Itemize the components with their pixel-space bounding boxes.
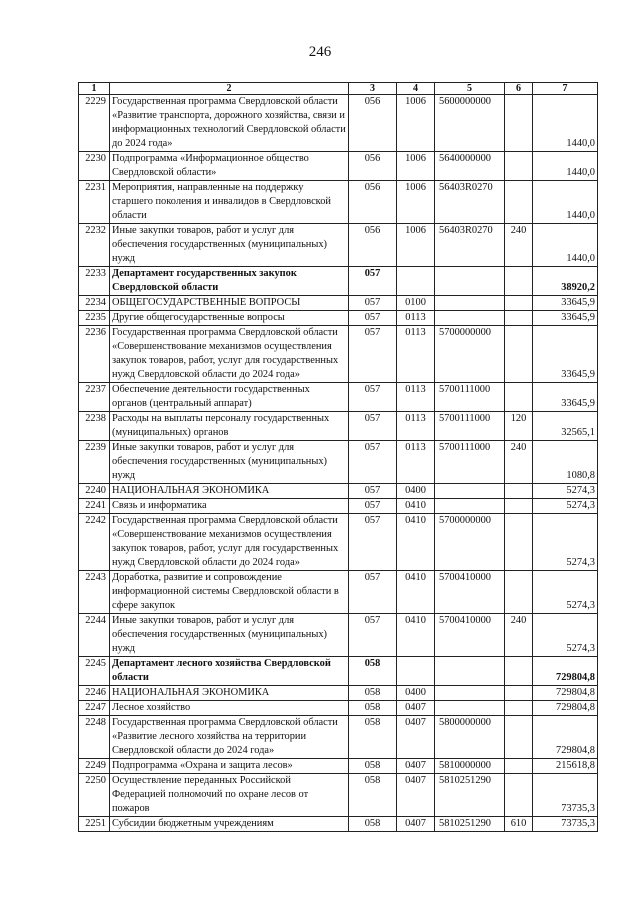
row-amount: 5274,3 xyxy=(533,571,598,614)
row-chapter-code: 058 xyxy=(349,701,397,716)
row-amount: 38920,2 xyxy=(533,267,598,296)
row-target-code xyxy=(435,499,505,514)
row-chapter-code: 057 xyxy=(349,571,397,614)
table-row xyxy=(79,657,598,686)
row-chapter-code: 058 xyxy=(349,774,397,817)
row-number: 2248 xyxy=(79,716,110,759)
row-section-code: 1006 xyxy=(397,152,435,181)
row-name: Доработка, развитие и сопровождение информационной системы Свердловской области в сфере закупок xyxy=(110,571,349,614)
row-expense-type: 120 xyxy=(505,412,533,441)
row-expense-type xyxy=(505,311,533,326)
row-expense-type xyxy=(505,716,533,759)
row-expense-type xyxy=(505,95,533,152)
row-expense-type xyxy=(505,152,533,181)
row-expense-type: 240 xyxy=(505,224,533,267)
row-number: 2238 xyxy=(79,412,110,441)
row-chapter-code: 058 xyxy=(349,759,397,774)
row-target-code xyxy=(435,686,505,701)
row-name: Подпрограмма «Охрана и защита лесов» xyxy=(110,759,349,774)
row-chapter-code: 058 xyxy=(349,817,397,832)
row-amount: 33645,9 xyxy=(533,296,598,311)
row-amount: 1440,0 xyxy=(533,95,598,152)
row-target-code xyxy=(435,311,505,326)
row-amount: 729804,8 xyxy=(533,686,598,701)
row-amount: 33645,9 xyxy=(533,326,598,383)
row-section-code: 0407 xyxy=(397,774,435,817)
row-expense-type: 240 xyxy=(505,614,533,657)
table-row xyxy=(79,614,598,657)
row-expense-type xyxy=(505,499,533,514)
header-col-5: 5 xyxy=(435,83,505,95)
row-section-code: 1006 xyxy=(397,95,435,152)
row-section-code: 0410 xyxy=(397,514,435,571)
header-col-7: 7 xyxy=(533,83,598,95)
table-row xyxy=(79,716,598,759)
row-target-code: 5800000000 xyxy=(435,716,505,759)
row-chapter-code: 057 xyxy=(349,383,397,412)
table-row xyxy=(79,774,598,817)
row-target-code: 5600000000 xyxy=(435,95,505,152)
row-name: Департамент государственных закупок Свердловской области xyxy=(110,267,349,296)
header-col-3: 3 xyxy=(349,83,397,95)
row-name: Департамент лесного хозяйства Свердловской области xyxy=(110,657,349,686)
table-row xyxy=(79,759,598,774)
table-row xyxy=(79,441,598,484)
row-amount: 33645,9 xyxy=(533,311,598,326)
row-target-code: 56403R0270 xyxy=(435,224,505,267)
row-target-code: 5810251290 xyxy=(435,774,505,817)
table-row xyxy=(79,484,598,499)
table-row xyxy=(79,267,598,296)
row-name: Расходы на выплаты персоналу государственных (муниципальных) органов xyxy=(110,412,349,441)
row-name: Обеспечение деятельности государственных органов (центральный аппарат) xyxy=(110,383,349,412)
row-number: 2250 xyxy=(79,774,110,817)
row-number: 2245 xyxy=(79,657,110,686)
row-expense-type xyxy=(505,571,533,614)
row-target-code: 5700111000 xyxy=(435,441,505,484)
row-expense-type xyxy=(505,774,533,817)
row-name: Мероприятия, направленные на поддержку старшего поколения и инвалидов в Свердловской области xyxy=(110,181,349,224)
table-row xyxy=(79,514,598,571)
table-row xyxy=(79,95,598,152)
row-chapter-code: 056 xyxy=(349,181,397,224)
row-name: Иные закупки товаров, работ и услуг для обеспечения государственных (муниципальных) нужд xyxy=(110,224,349,267)
row-number: 2242 xyxy=(79,514,110,571)
row-section-code: 0407 xyxy=(397,817,435,832)
row-number: 2241 xyxy=(79,499,110,514)
row-name: Связь и информатика xyxy=(110,499,349,514)
row-name: Субсидии бюджетным учреждениям xyxy=(110,817,349,832)
row-section-code: 0113 xyxy=(397,311,435,326)
row-amount: 729804,8 xyxy=(533,657,598,686)
row-amount: 729804,8 xyxy=(533,716,598,759)
row-chapter-code: 057 xyxy=(349,296,397,311)
row-expense-type xyxy=(505,181,533,224)
row-amount: 729804,8 xyxy=(533,701,598,716)
row-section-code: 0100 xyxy=(397,296,435,311)
row-name: НАЦИОНАЛЬНАЯ ЭКОНОМИКА xyxy=(110,686,349,701)
row-name: Иные закупки товаров, работ и услуг для обеспечения государственных (муниципальных) нужд xyxy=(110,614,349,657)
row-name: Государственная программа Свердловской области «Совершенствование механизмов осуществления закупок товаров, работ, услуг для государственных нужд Свердловской области до 2024 года» xyxy=(110,326,349,383)
row-expense-type xyxy=(505,296,533,311)
table-header xyxy=(79,83,598,95)
row-section-code xyxy=(397,267,435,296)
page-number: 246 xyxy=(308,44,332,60)
row-name: НАЦИОНАЛЬНАЯ ЭКОНОМИКА xyxy=(110,484,349,499)
row-amount: 73735,3 xyxy=(533,817,598,832)
header-col-4: 4 xyxy=(397,83,435,95)
row-name: Государственная программа Свердловской области «Совершенствование механизмов осуществления закупок товаров, работ, услуг для государственных нужд Свердловской области до 2024 года» xyxy=(110,514,349,571)
row-amount: 32565,1 xyxy=(533,412,598,441)
row-number: 2229 xyxy=(79,95,110,152)
row-target-code: 5640000000 xyxy=(435,152,505,181)
header-col-6: 6 xyxy=(505,83,533,95)
row-amount: 1080,8 xyxy=(533,441,598,484)
row-section-code: 0113 xyxy=(397,326,435,383)
row-number: 2243 xyxy=(79,571,110,614)
table-row xyxy=(79,326,598,383)
table-row xyxy=(79,499,598,514)
row-target-code: 5810000000 xyxy=(435,759,505,774)
row-expense-type xyxy=(505,267,533,296)
row-section-code: 0407 xyxy=(397,759,435,774)
row-expense-type xyxy=(505,326,533,383)
row-amount: 5274,3 xyxy=(533,614,598,657)
row-target-code xyxy=(435,296,505,311)
row-section-code: 0407 xyxy=(397,716,435,759)
row-chapter-code: 058 xyxy=(349,686,397,701)
table-row xyxy=(79,383,598,412)
row-section-code: 0113 xyxy=(397,412,435,441)
row-target-code: 5700111000 xyxy=(435,383,505,412)
row-target-code: 5700000000 xyxy=(435,326,505,383)
row-target-code xyxy=(435,267,505,296)
row-section-code: 0410 xyxy=(397,499,435,514)
row-chapter-code: 057 xyxy=(349,441,397,484)
row-expense-type xyxy=(505,514,533,571)
row-number: 2240 xyxy=(79,484,110,499)
budget-table xyxy=(78,82,598,832)
row-section-code: 0410 xyxy=(397,614,435,657)
row-number: 2236 xyxy=(79,326,110,383)
table-row xyxy=(79,686,598,701)
row-section-code: 0407 xyxy=(397,701,435,716)
row-name: Осуществление переданных Российской Федерацией полномочий по охране лесов от пожаров xyxy=(110,774,349,817)
row-number: 2239 xyxy=(79,441,110,484)
row-target-code: 5700000000 xyxy=(435,514,505,571)
row-number: 2233 xyxy=(79,267,110,296)
row-chapter-code: 057 xyxy=(349,614,397,657)
table-body xyxy=(79,95,598,832)
table-row xyxy=(79,311,598,326)
row-name: ОБЩЕГОСУДАРСТВЕННЫЕ ВОПРОСЫ xyxy=(110,296,349,311)
row-number: 2237 xyxy=(79,383,110,412)
row-chapter-code: 057 xyxy=(349,499,397,514)
table-row xyxy=(79,181,598,224)
row-section-code xyxy=(397,657,435,686)
table-row xyxy=(79,296,598,311)
row-amount: 5274,3 xyxy=(533,499,598,514)
row-section-code: 0400 xyxy=(397,686,435,701)
row-target-code xyxy=(435,657,505,686)
row-number: 2230 xyxy=(79,152,110,181)
row-section-code: 0113 xyxy=(397,383,435,412)
row-target-code: 56403R0270 xyxy=(435,181,505,224)
row-section-code: 0410 xyxy=(397,571,435,614)
row-number: 2231 xyxy=(79,181,110,224)
table-row xyxy=(79,152,598,181)
row-number: 2232 xyxy=(79,224,110,267)
table-row xyxy=(79,817,598,832)
row-name: Иные закупки товаров, работ и услуг для обеспечения государственных (муниципальных) нужд xyxy=(110,441,349,484)
row-target-code: 5810251290 xyxy=(435,817,505,832)
row-section-code: 1006 xyxy=(397,181,435,224)
row-amount: 215618,8 xyxy=(533,759,598,774)
row-chapter-code: 057 xyxy=(349,514,397,571)
row-name: Другие общегосударственные вопросы xyxy=(110,311,349,326)
row-name: Государственная программа Свердловской области «Развитие лесного хозяйства на территории Свердловской области до 2024 года» xyxy=(110,716,349,759)
row-expense-type xyxy=(505,759,533,774)
row-amount: 73735,3 xyxy=(533,774,598,817)
row-number: 2247 xyxy=(79,701,110,716)
row-number: 2235 xyxy=(79,311,110,326)
row-expense-type xyxy=(505,383,533,412)
row-expense-type xyxy=(505,657,533,686)
row-target-code xyxy=(435,484,505,499)
row-chapter-code: 057 xyxy=(349,412,397,441)
table-row xyxy=(79,224,598,267)
row-target-code: 5700410000 xyxy=(435,614,505,657)
row-number: 2246 xyxy=(79,686,110,701)
row-name: Лесное хозяйство xyxy=(110,701,349,716)
header-col-1: 1 xyxy=(79,83,110,95)
row-chapter-code: 056 xyxy=(349,152,397,181)
table-row xyxy=(79,571,598,614)
row-chapter-code: 057 xyxy=(349,326,397,383)
row-chapter-code: 057 xyxy=(349,311,397,326)
row-section-code: 1006 xyxy=(397,224,435,267)
row-number: 2234 xyxy=(79,296,110,311)
header-col-2: 2 xyxy=(110,83,349,95)
row-name: Государственная программа Свердловской области «Развитие транспорта, дорожного хозяйства, связи и информационных технологий Свердловской области до 2024 года» xyxy=(110,95,349,152)
row-name: Подпрограмма «Информационное общество Свердловской области» xyxy=(110,152,349,181)
row-amount: 5274,3 xyxy=(533,514,598,571)
row-target-code xyxy=(435,701,505,716)
row-amount: 33645,9 xyxy=(533,383,598,412)
table-row xyxy=(79,701,598,716)
header-row xyxy=(79,83,598,95)
row-chapter-code: 056 xyxy=(349,224,397,267)
row-number: 2244 xyxy=(79,614,110,657)
row-amount: 5274,3 xyxy=(533,484,598,499)
row-expense-type xyxy=(505,686,533,701)
row-target-code: 5700410000 xyxy=(435,571,505,614)
row-target-code: 5700111000 xyxy=(435,412,505,441)
row-amount: 1440,0 xyxy=(533,224,598,267)
row-number: 2251 xyxy=(79,817,110,832)
row-expense-type xyxy=(505,484,533,499)
row-chapter-code: 056 xyxy=(349,95,397,152)
table-row xyxy=(79,412,598,441)
row-section-code: 0113 xyxy=(397,441,435,484)
row-expense-type: 610 xyxy=(505,817,533,832)
row-chapter-code: 058 xyxy=(349,657,397,686)
row-section-code: 0400 xyxy=(397,484,435,499)
row-expense-type: 240 xyxy=(505,441,533,484)
row-expense-type xyxy=(505,701,533,716)
row-chapter-code: 057 xyxy=(349,484,397,499)
row-chapter-code: 057 xyxy=(349,267,397,296)
row-number: 2249 xyxy=(79,759,110,774)
row-amount: 1440,0 xyxy=(533,181,598,224)
row-amount: 1440,0 xyxy=(533,152,598,181)
row-chapter-code: 058 xyxy=(349,716,397,759)
